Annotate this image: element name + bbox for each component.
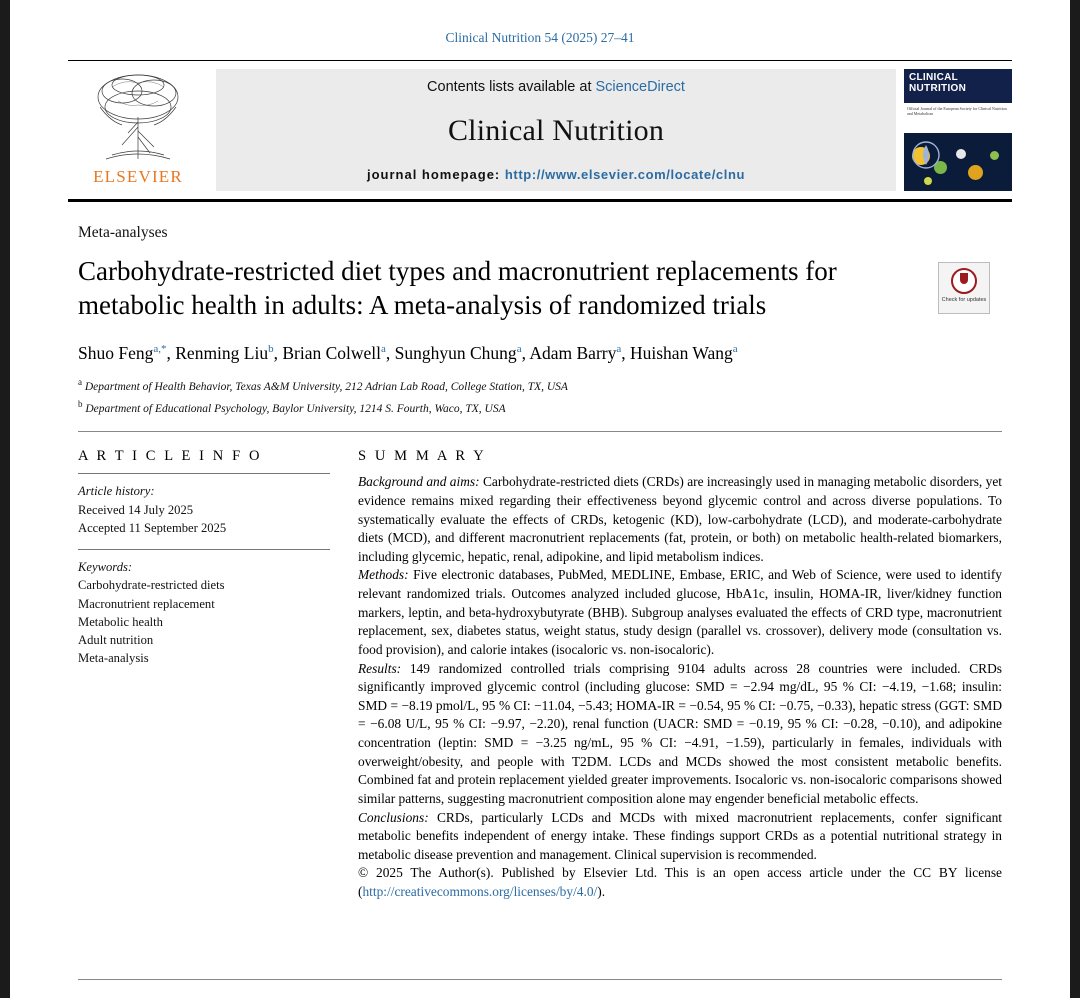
homepage-url[interactable]: http://www.elsevier.com/locate/clnu [504,167,746,182]
abstract-background-label: Background and aims: [358,474,480,490]
cover-emblem-icon [904,133,1012,179]
journal-homepage-line [367,167,745,182]
copyright-text: © 2025 The Author(s). Published by Elsevier Ltd. This is an open access article under the CC BY license ( [358,865,1002,900]
elsevier-logo [68,61,208,199]
journal-reference: Clinical Nutrition 54 (2025) 27–41 [445,30,635,45]
elsevier-wordmark: ELSEVIER [93,167,183,186]
journal-title: Clinical Nutrition [447,114,665,147]
article-history [78,482,330,537]
article-info-heading: A R T I C L E I N F O [78,448,263,465]
abstract-conclusions-text: CRDs, particularly LCDs and MCDs with mixed macronutrient replacements, confer significant metabolic benefits independent of energy intake. These findings support CRDs as a potential nutritional strategy in metabolic disease prevention and management. Clinical supervision is recommended. [358,809,1002,862]
article-accepted: Accepted 11 September 2025 [78,520,227,535]
sciencedirect-link[interactable]: ScienceDirect [595,79,685,95]
abstract-methods-text: Five electronic databases, PubMed, MEDLINE, Embase, ERIC, and Web of Science, were used to identify relevant randomized trials. Outcomes analyzed included glucose, HbA1c, insulin, HOMA-IR, liver/kidney function markers, leptin, and beta-hydroxybutyrate (BHB). Subgroup analyses evaluated the effects of CRD type, macronutrient replacement, sex, diabetes status, weight status, study design (parallel vs. crossover), delivery mode (consultation vs. food provision), and calorie intakes (isocaloric vs. non-isocaloric). [358,567,1002,657]
keywords-label: Keywords: [78,560,133,575]
keyword-item: Adult nutrition [78,633,154,648]
article-page [10,0,1070,998]
author-list: Shuo Feng$^{a,*}$, Renming Liu$^b$, Brian Colwell$^a$, Sunghyun Chung$^a$, Adam Barry$^a$, Huishan Wang$^a$ [78,343,738,364]
homepage-label: journal homepage: [366,167,501,182]
footer-divider [78,979,1002,980]
article-received: Received 14 July 2025 [78,502,194,517]
abstract-background-text: Carbohydrate-restricted diets (CRDs) are increasingly used in managing metabolic disorders, yet evidence remains mixed regarding their effectiveness beyond glycemic control and across diverse populations. To systematically evaluate the effects of CRDs, ketogenic (KD), low-carbohydrate (LCD), and moderate-carbohydrate diets (MCD), and different macronutrient replacements (fat, protein, or both) on metabolic health-related biomarkers, including glycemic, hepatic, renal, adipokine, and lipid metabolism indices. [358,474,1002,564]
keywords-block [78,558,330,668]
crossmark-badge[interactable] [938,262,990,314]
abstract-text [358,473,1002,901]
contents-line [427,79,685,95]
cover-title-line1: CLINICAL [909,72,959,83]
summary-heading: S U M M A R Y [358,448,487,465]
abstract-copyright [358,864,1002,901]
affiliation-b-marker: b [78,398,83,409]
abstract-results [358,660,1002,809]
affiliation-a [78,376,1002,396]
cover-title [904,69,1012,103]
article-info-underline [78,473,330,474]
crossmark-icon [951,268,977,294]
abstract-methods [358,566,1002,659]
abstract-conclusions-label: Conclusions: [358,809,429,825]
affiliation-a-text: Department of Health Behavior, Texas A&M University, 212 Adrian Lab Road, College Station, TX, USA [84,381,568,394]
keyword-item: Macronutrient replacement [78,596,215,611]
article-section-label: Meta-analyses [78,224,168,241]
contents-prefix: Contents lists available at [427,79,596,95]
crossmark-label: Check for updates [941,297,987,303]
affiliation-b-text: Department of Educational Psychology, Baylor University, 1214 S. Fourth, Waco, TX, USA [85,402,506,415]
journal-cover-thumbnail [904,69,1012,191]
keywords-divider [78,549,330,550]
article-info-column [78,448,330,901]
elsevier-tree-icon [82,67,194,165]
license-link[interactable]: http://creativecommons.org/licenses/by/4.0/ [362,884,598,900]
abstract-results-label: Results: [358,660,402,676]
article-history-label: Article history: [78,484,155,499]
keyword-item: Metabolic health [78,614,163,629]
page-title: Carbohydrate-restricted diet types and macronutrient replacements for metabolic health in adults: A meta-analysis of randomized trials [78,256,837,321]
affiliation-b [78,398,1002,418]
header-divider [78,431,1002,432]
abstract-methods-label: Methods: [358,567,409,583]
abstract-background [358,473,1002,566]
article-body [78,448,1002,901]
journal-masthead [68,60,1012,202]
keyword-item: Meta-analysis [78,651,149,666]
cover-blurb: Official Journal of the European Society for Clinical Nutrition and Metabolism [904,103,1012,133]
affiliation-a-marker: a [78,377,82,388]
abstract-results-text: 149 randomized controlled trials comprising 9104 adults across 28 countries were included. CRDs significantly improved glycemic control (including glucose: SMD = −2.94 mg/dL, 95 % CI: −4.19, −1.68; insulin: SMD = −8.19 pmol/L, 95 % CI: −11.04, −5.43; HOMA-IR = −0.54, 95 % CI: −0.75, −0.33), hepatic stress (GGT: SMD = −6.08 U/L, 95 % CI: −9.97, −2.20), renal function (UACR: SMD = −0.19, 95 % CI: −0.28, −0.10), and adipokine concentration (leptin: SMD = −3.25 ng/mL, 95 % CI: −4.91, −1.59), particularly in females, individuals with overweight/obesity, and people with T2DM. LCDs and MCDs showed the most consistent metabolic benefits. Combined fat and protein replacement yielded greater improvements. Isocaloric vs. non-isocaloric comparisons showed similar patterns, suggesting macronutrient composition alone may engender beneficial metabolic effects. [358,660,1002,806]
journal-center-banner [216,69,896,191]
summary-column [358,448,1002,901]
abstract-conclusions [358,809,1002,865]
keyword-item: Carbohydrate-restricted diets [78,578,225,593]
cover-title-line2: NUTRITION [909,82,967,94]
copyright-end: ). [597,884,606,900]
